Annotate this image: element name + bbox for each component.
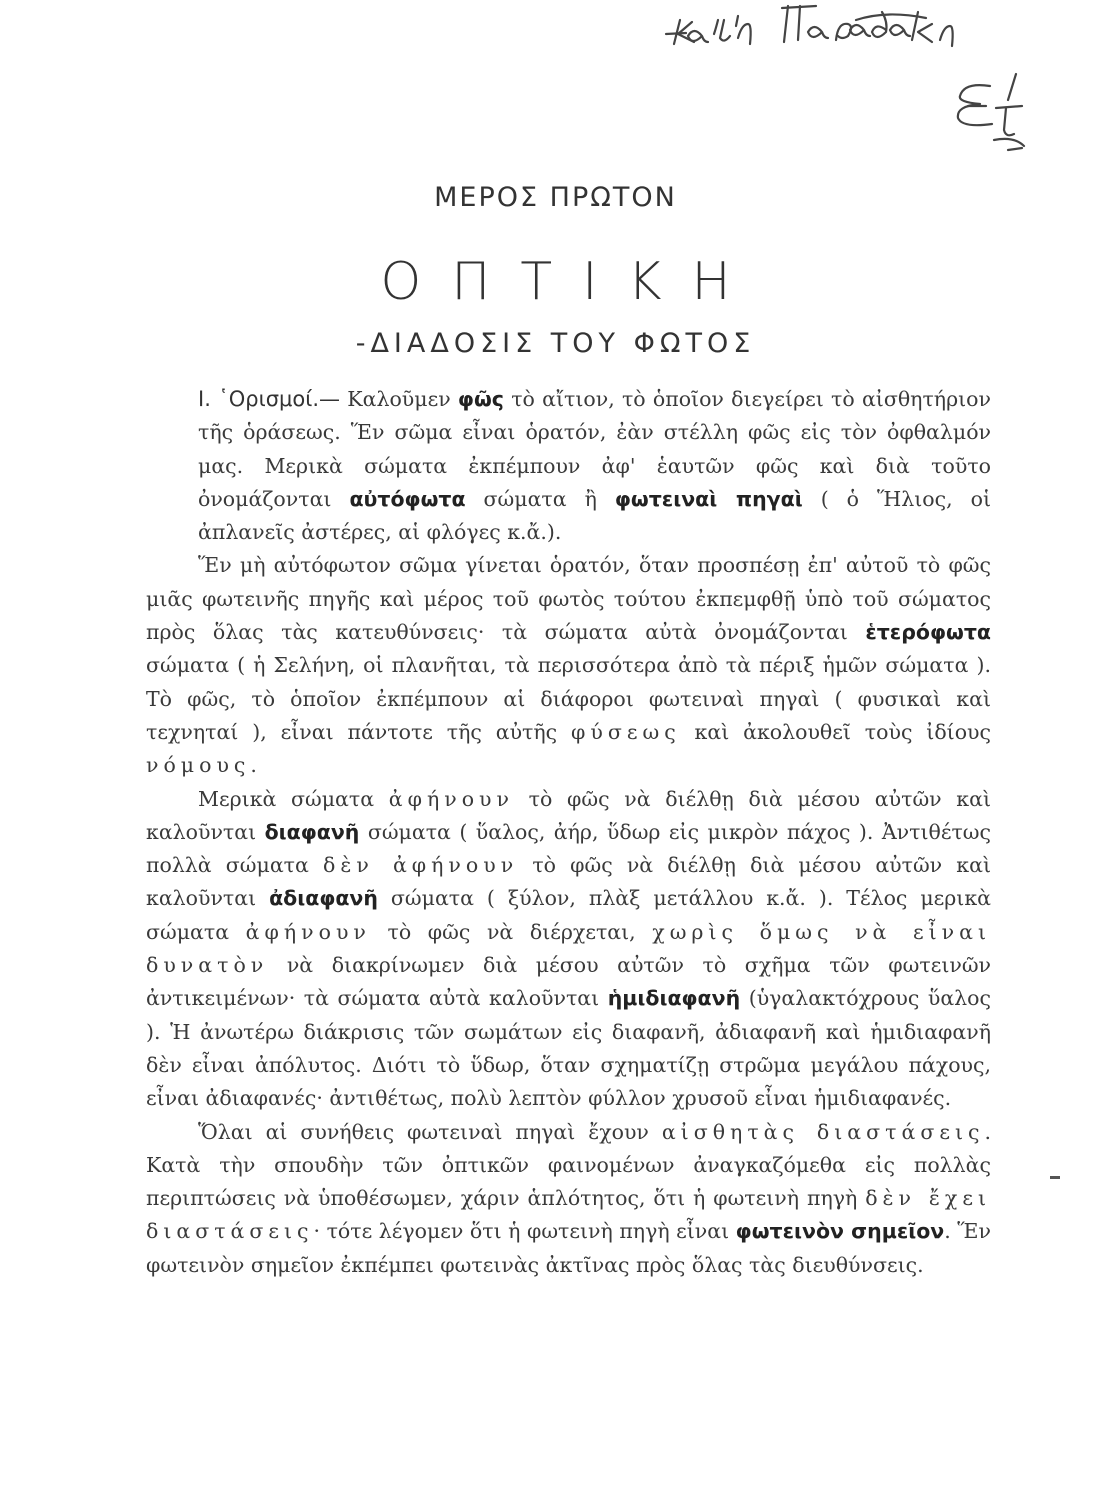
term-photeinon-simeion: φωτεινὸν σημεῖον [735, 1219, 945, 1244]
spaced-text: χωρὶς ὅμως νὰ εἶναι δυνατὸν [146, 919, 991, 978]
paragraph-heterophota [146, 549, 991, 782]
text-run: ( ὁ Ἥλιος, οἱ ἀπλανεῖς ἀστέρες, αἱ φλόγες κ.ἄ.). [198, 486, 991, 545]
text-run: . [250, 753, 257, 778]
text-run: σώματα ἢ [465, 486, 615, 511]
term-imidiaphani: ἡμιδιαφανῆ [607, 986, 741, 1011]
paragraph-definitions [146, 383, 991, 549]
term-diaphani: διαφανῆ [264, 819, 360, 844]
handwritten-signature [640, 0, 1060, 170]
spaced-text: νόμους [146, 753, 251, 778]
term-phos: φῶς [457, 387, 504, 411]
text-run: σώματα ( ἡ Σελήνη, οἱ πλανῆται, τὰ περισσότερα ἀπὸ τὰ πέριξ ἡμῶν σώματα ). Τὸ φῶς, τὸ ὁποῖον ἐκπέμπουν αἱ διάφοροι φωτειναὶ πηγαὶ ( φυσικαὶ καὶ τεχνηταί ), εἶναι πάντοτε τῆς αὐτῆς [146, 653, 991, 744]
text-run: νὰ διακρίνωμεν διὰ μέσου αὐτῶν τὸ σχῆμα τῶν φωτεινῶν ἀντικειμένων· τὰ σώματα αὐτὰ καλοῦνται [146, 953, 991, 1011]
text-run: τὸ φῶς νὰ διέλθῃ διὰ μέσου αὐτῶν καὶ καλοῦνται [146, 853, 991, 911]
text-run: τὸ φῶς νὰ διέρχεται, [370, 919, 653, 944]
spaced-text: ἀφήνουν [245, 919, 371, 944]
main-title: ΟΠΤΙΚΗ [380, 252, 761, 312]
text-run: τὸ αἴτιον, τὸ ὁποῖον διεγείρει τὸ αἰσθητήριον τῆς ὁράσεως. Ἕν σῶμα εἶναι ὁρατόν, ἐὰν στέλλη φῶς εἰς τὸν ὀφθαλμόν μας. Μερικὰ σώματα ἐκπέμπουν ἀφ' ἑαυτῶν φῶς καὶ διὰ τοῦτο ὀνομάζονται [198, 387, 991, 511]
text-run: Ἕν μὴ αὐτόφωτον σῶμα γίνεται ὁρατόν, ὅταν προσπέσῃ ἐπ' αὐτοῦ τὸ φῶς μιᾶς φωτεινῆς πηγῆς καὶ μέρος τοῦ φωτὸς τούτου ἐκπεμφθῇ ὑπὸ τοῦ σώματος πρὸς ὅλας τὰς κατευθύνσεις· τὰ σώματα αὐτὰ ὀνομάζονται [146, 553, 991, 645]
spaced-text: αἰσθητὰς διαστάσεις [661, 1119, 985, 1144]
text-run: Καλοῦμεν [340, 387, 458, 411]
text-run: Μερικὰ σώματα [198, 786, 389, 811]
text-run: (ὑγαλακτόχρους ὕαλος ). Ἡ ἀνωτέρω διάκρισις τῶν σωμάτων εἰς διαφανῆ, ἀδιαφανῆ καὶ ἡμιδιαφανῆ δὲν εἶναι ἀπόλυτος. Διότι τὸ ὕδωρ, ὅταν σχηματίζῃ στρῶμα μεγάλου πάχους, εἶναι ἀδιαφανές· ἀντιθέτως, πολὺ λεπτὸν φύλλον χρυσοῦ εἶναι ἡμιδιαφανές. [146, 986, 991, 1111]
term-adiaphani: ἀδιαφανῆ [269, 886, 378, 911]
text-run: καὶ ἀκολουθεῖ τοὺς ἰδίους [680, 719, 991, 744]
text-run: · τότε λέγομεν ὅτι ἡ φωτεινὴ πηγὴ εἶναι [313, 1219, 736, 1244]
term-photeinai-pigai: φωτειναὶ πηγαὶ [614, 486, 803, 511]
spaced-text: ἀφήνουν [388, 786, 514, 811]
text-run: . Κατὰ τὴν σπουδὴν τῶν ὀπτικῶν φαινομένων ἀναγκαζόμεθα εἰς πολλὰς περιπτώσεις νὰ ὑποθέσωμεν, χάριν ἁπλότητος, ὅτι ἡ φωτεινὴ πηγὴ [146, 1119, 991, 1211]
paragraph-transparency [146, 783, 991, 1116]
term-heterophota: ἑτερόφωτα [865, 620, 991, 645]
section-heading: Ι. ῾Ορισμοί.— [198, 387, 341, 411]
part-title: ΜΕΡΟΣ ΠΡΩΤΟΝ [434, 182, 677, 213]
text-run: σώματα ( ξύλον, πλὰξ μετάλλου κ.ἄ. ). Τέλος μερικὰ σώματα [146, 886, 992, 944]
margin-mark [1050, 1176, 1060, 1179]
spaced-text: φύσεως [571, 719, 681, 744]
text-run: σώματα ( ὕαλος, ἀήρ, ὕδωρ εἰς μικρὸν πάχος ). Ἀντιθέτως πολλὰ σώματα [146, 819, 991, 878]
spaced-text: δὲν ἔχει διαστάσεις [146, 1186, 991, 1244]
body-text [146, 383, 991, 1282]
chapter-subtitle: -ΔΙΑΔΟΣΙΣ ΤΟΥ ΦΩΤΟΣ [355, 328, 756, 359]
text-run: Ὅλαι αἱ συνήθεις φωτειναὶ πηγαὶ ἔχουν [198, 1119, 662, 1144]
term-autophota: αὐτόφωτα [349, 486, 466, 511]
text-run: τὸ φῶς νὰ διέλθῃ διὰ μέσου αὐτῶν καὶ καλοῦνται [146, 786, 991, 844]
text-run: . Ἕν φωτεινὸν σημεῖον ἐκπέμπει φωτεινὰς ἀκτῖνας πρὸς ὅλας τὰς διευθύνσεις. [146, 1219, 991, 1277]
paragraph-point-source [146, 1116, 991, 1282]
spaced-text: δὲν ἀφήνουν [323, 853, 519, 878]
